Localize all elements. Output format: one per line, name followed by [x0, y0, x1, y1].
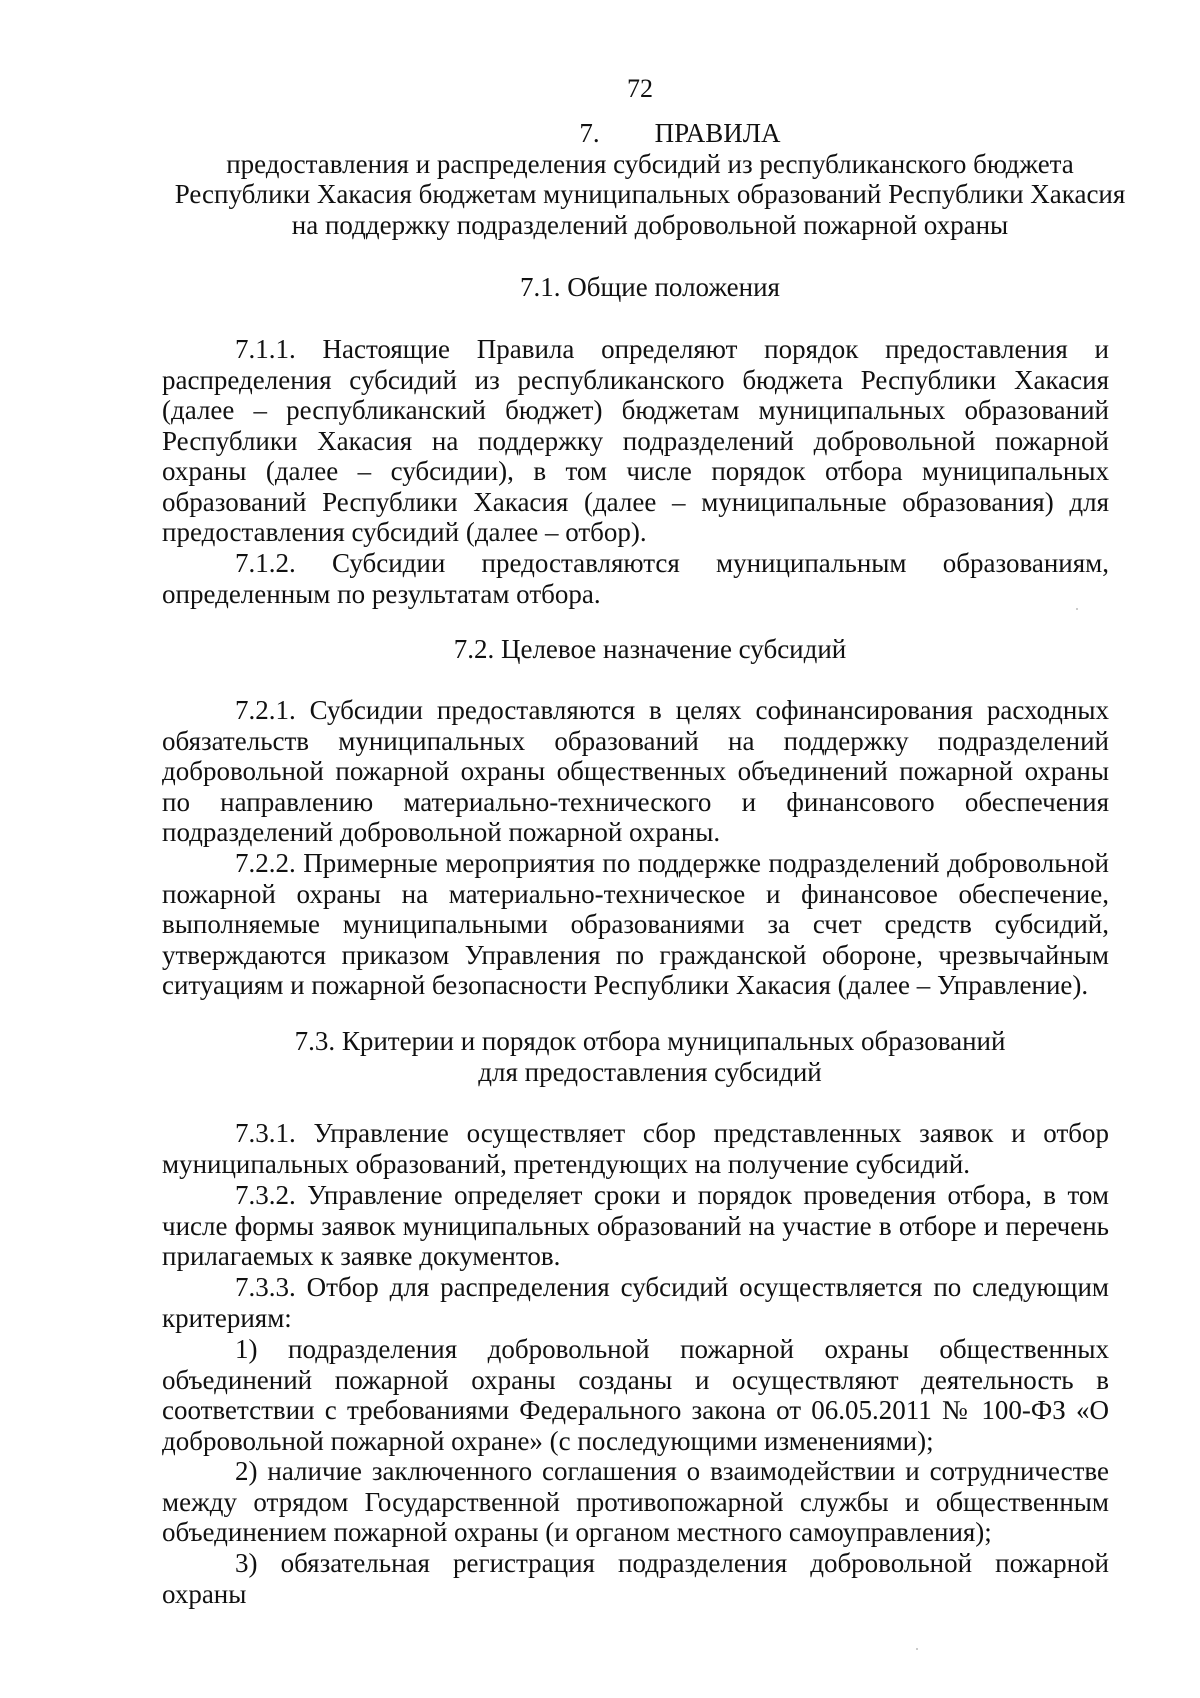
paragraph-7-3-1: 7.3.1. Управление осуществляет сбор представленных заявок и отбор муниципальных образований, претендующих на получение субсидий. [162, 1118, 1109, 1179]
paragraph-7-3-2: 7.3.2. Управление определяет сроки и порядок проведения отбора, в том числе формы заявок муниципальных образований на участие в отборе и перечень прилагаемых к заявке документов. [162, 1180, 1109, 1271]
section-heading-line: 7.1. Общие положения [520, 272, 780, 302]
section-heading-line: 7.3. Критерии и порядок отбора муниципальных образований [294, 1026, 1006, 1056]
paragraph-7-1-2: 7.1.2. Субсидии предоставляются муниципальным образованиям, определенным по результатам отбора. [162, 548, 1109, 609]
paragraph-7-2-1: 7.2.1. Субсидии предоставляются в целях софинансирования расходных обязательств муниципальных образований на поддержку подразделений добровольной пожарной охраны общественных объединений пожарной охраны по направлению материально-технического и финансового обеспечения подразделений добровольной пожарной охраны. [162, 695, 1109, 847]
title-line: Республики Хакасия бюджетам муниципальных образований Республики Хакасия [174, 179, 1126, 209]
title-number: 7. [579, 118, 600, 148]
section-heading-7-3 [150, 1026, 1150, 1087]
document-title [150, 118, 1150, 240]
section-heading-line: для предоставления субсидий [478, 1056, 822, 1087]
scan-speck [1076, 608, 1078, 610]
section-heading-line: 7.2. Целевое назначение субсидий [453, 634, 847, 664]
title-main-word: ПРАВИЛА [654, 118, 781, 148]
title-line: предоставления и распределения субсидий из республиканского бюджета [226, 148, 1074, 179]
list-item-criterion-1: 1) подразделения добровольной пожарной охраны общественных объединений пожарной охраны созданы и осуществляют деятельность в соответствии с требованиями Федерального закона от 06.05.2011 № 100-ФЗ «О добровольной пожарной охране» (с последующими изменениями); [162, 1334, 1109, 1456]
title-heading [150, 118, 1150, 149]
paragraph-7-2-2: 7.2.2. Примерные мероприятия по поддержке подразделений добровольной пожарной охраны на материально-техническое и финансовое обеспечение, выполняемые муниципальными образованиями за счет средств субсидий, утверждаются приказом Управления по гражданской обороне, чрезвычайным ситуациям и пожарной безопасности Республики Хакасия (далее – Управление). [162, 848, 1109, 1000]
scan-speck [916, 1648, 918, 1650]
title-line: на поддержку подразделений добровольной пожарной охраны [291, 209, 1009, 240]
page-number: 72 [627, 74, 653, 103]
paragraph-7-1-1: 7.1.1. Настоящие Правила определяют порядок предоставления и распределения субсидий из республиканского бюджета Республики Хакасия (далее – республиканский бюджет) бюджетам муниципальных образований Республики Хакасия на поддержку подразделений добровольной пожарной охраны (далее – субсидии), в том числе порядок отбора муниципальных образований Республики Хакасия (далее – муниципальные образования) для предоставления субсидий (далее – отбор). [162, 334, 1109, 547]
section-heading-7-1 [150, 272, 1150, 303]
list-item-criterion-2: 2) наличие заключенного соглашения о взаимодействии и сотрудничестве между отрядом Государственной противопожарной службы и общественным объединением пожарной охраны (и органом местного самоуправления); [162, 1456, 1109, 1547]
section-heading-7-2 [150, 634, 1150, 665]
list-item-criterion-3: 3) обязательная регистрация подразделения добровольной пожарной охраны [162, 1548, 1109, 1609]
paragraph-7-3-3: 7.3.3. Отбор для распределения субсидий осуществляется по следующим критериям: [162, 1272, 1109, 1333]
